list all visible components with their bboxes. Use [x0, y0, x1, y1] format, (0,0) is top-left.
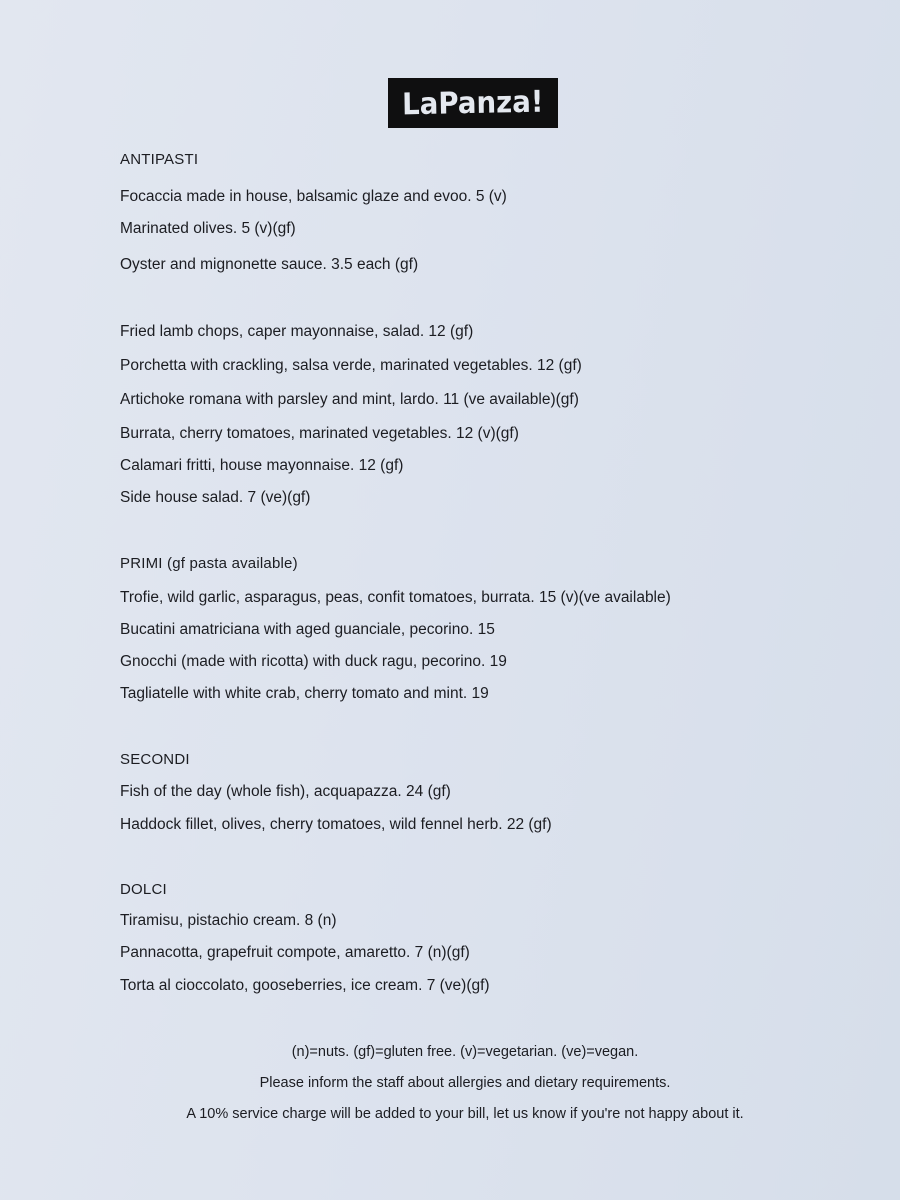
menu-item: Torta al cioccolato, gooseberries, ice cream. 7 (ve)(gf): [120, 977, 490, 994]
menu-item: Tagliatelle with white crab, cherry tomato and mint. 19: [120, 685, 489, 702]
menu-item: Oyster and mignonette sauce. 3.5 each (gf): [120, 256, 419, 273]
allergy-notice: Please inform the staff about allergies and dietary requirements.: [259, 1075, 671, 1091]
logo-text: LaPanza!: [402, 84, 544, 122]
menu-item: Trofie, wild garlic, asparagus, peas, confit tomatoes, burrata. 15 (v)(ve available): [120, 589, 671, 606]
menu-item: Artichoke romana with parsley and mint, lardo. 11 (ve available)(gf): [120, 391, 579, 408]
section-heading-antipasti: ANTIPASTI: [120, 151, 199, 168]
menu-item: Marinated olives. 5 (v)(gf): [120, 220, 296, 237]
section-heading-dolci: DOLCI: [120, 881, 167, 898]
menu-item: Gnocchi (made with ricotta) with duck ragu, pecorino. 19: [120, 653, 507, 670]
menu-item: Pannacotta, grapefruit compote, amaretto. 7 (n)(gf): [120, 944, 470, 961]
menu-item: Burrata, cherry tomatoes, marinated vegetables. 12 (v)(gf): [120, 425, 519, 442]
restaurant-logo: [388, 78, 558, 128]
menu-item: Side house salad. 7 (ve)(gf): [120, 489, 311, 506]
menu-item: Fish of the day (whole fish), acquapazza. 24 (gf): [120, 783, 451, 800]
menu-item: Focaccia made in house, balsamic glaze and evoo. 5 (v): [120, 188, 507, 205]
service-charge-notice: A 10% service charge will be added to your bill, let us know if you're not happy about it.: [186, 1106, 744, 1122]
section-heading-primi: PRIMI (gf pasta available): [120, 555, 298, 572]
dietary-legend: (n)=nuts. (gf)=gluten free. (v)=vegetarian. (ve)=vegan.: [291, 1044, 639, 1060]
menu-item: Haddock fillet, olives, cherry tomatoes, wild fennel herb. 22 (gf): [120, 816, 552, 833]
menu-item: Tiramisu, pistachio cream. 8 (n): [120, 912, 337, 929]
menu-item: Bucatini amatriciana with aged guanciale, pecorino. 15: [120, 621, 495, 638]
menu-item: Porchetta with crackling, salsa verde, marinated vegetables. 12 (gf): [120, 357, 582, 374]
section-heading-secondi: SECONDI: [120, 751, 190, 768]
menu-item: Calamari fritti, house mayonnaise. 12 (gf): [120, 457, 404, 474]
menu-item: Fried lamb chops, caper mayonnaise, salad. 12 (gf): [120, 323, 474, 340]
